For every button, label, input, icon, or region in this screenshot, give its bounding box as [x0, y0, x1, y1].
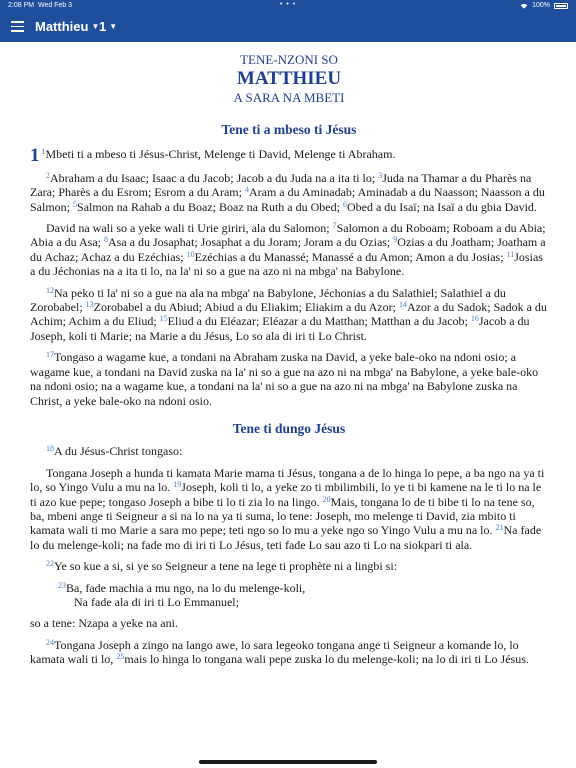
- verse-text: Mais, tongana lo de ti bibe ti lo na tene so, ba, mbeni ange ti Seigneur a si na lo na ya ti suma, lo tene: Joseph, mo melenge ti David, zia mbito ti kamata wali ti mo Marie a sara mo pepe; teti ngo so lo mu a yeke ngo so Yingo Vulu a mu na lo.: [30, 494, 535, 538]
- battery-icon: [554, 3, 568, 9]
- verse-number[interactable]: 5: [73, 199, 78, 209]
- verse-number[interactable]: 8: [104, 235, 108, 245]
- verse-text: mais lo hinga lo tongana wali pepe zuska lo du melenge-koli; na lo di iri ti Lo Jésus.: [124, 652, 529, 667]
- wifi-icon: [520, 3, 528, 9]
- verse-number[interactable]: 14: [398, 300, 407, 310]
- battery-fill: [556, 5, 566, 7]
- verse-number[interactable]: 11: [506, 249, 515, 259]
- book-selector[interactable]: [35, 19, 99, 34]
- verse-text: Tongaso a wagame kue, a tondani na Abraham zuska na David, a yeke bale-oko na ndoni osio; a wagame kue, a tondani na David zuska na la' ni so a gue na azo ni na mbga' na Babylone, a yeke bale-oko na ndoni osio; na a wagame kue, a tondani na la' ni so a gue na azo ni na mbga' na Babylone zuska na Christ, a yeke bale-oko na ndoni osio.: [30, 350, 539, 408]
- paragraph: [30, 616, 548, 630]
- chapter-number: 1: [99, 19, 107, 34]
- verse-text: Ba, fade machia a mu ngo, na lo du melenge-koli,: [66, 580, 306, 595]
- paragraph: [30, 444, 548, 458]
- book-header: [30, 52, 548, 106]
- verse-number[interactable]: 9: [393, 235, 398, 245]
- verse-text: Ezéchias a du Manassé; Manassé a du Amon; Amon a du Josias;: [194, 249, 504, 264]
- verse-number[interactable]: 15: [159, 314, 168, 324]
- book-header-line1: TENE-NZONI SO: [240, 52, 338, 67]
- verse-text: A du Jésus-Christ tongaso:: [54, 444, 183, 459]
- verse-text: Juda na Thamar a du Pharès na Zara; Pharès a du Esrom; Esrom a du Aram;: [30, 170, 532, 200]
- verse-number[interactable]: 22: [46, 559, 54, 569]
- verse-number[interactable]: 16: [470, 314, 479, 324]
- poetry-block: [30, 581, 548, 610]
- paragraph: [30, 221, 548, 279]
- verse-number[interactable]: 18: [46, 444, 54, 454]
- chevron-down-icon: ▼: [109, 22, 118, 31]
- paragraph: [30, 638, 548, 667]
- book-name: Matthieu: [35, 19, 89, 34]
- verse-number[interactable]: 24: [46, 637, 54, 647]
- verse-text: Tongana Joseph a hunda ti kamata Marie mama ti Jésus, tongana a de lo hinga lo pepe, a ba ngo na ya ti lo, so Yingo Vulu a mu na lo.: [30, 465, 545, 495]
- verse-text: Na fade lo du melenge-koli; na fade mo di iri ti Lo Jésus, teti fade Lo sau azo ti Lo na siokpari ti ala.: [30, 523, 542, 552]
- verse-text: Na peko ti la' ni so a gue na ala na mbga' na Babylone, Jéchonias a du Salathiel; Salathiel a du Zorobabel;: [30, 285, 506, 315]
- verse-text: Zorobabel a du Abiud; Abiud a du Eliakim; Eliakim a du Azor;: [93, 300, 396, 315]
- paragraph: [30, 350, 548, 408]
- verse-number[interactable]: 19: [173, 480, 182, 490]
- status-right: [520, 2, 568, 9]
- verse-text: Ye so kue a si, si ye so Seigneur a tene na lege ti prophète ni a lingbi si:: [54, 559, 398, 574]
- verse-text: Tongana Joseph a zingo na lango awe, lo sara legeoko tongana ange ti Seigneur a komande lo, lo kamata wali ti lo,: [30, 637, 519, 667]
- top-navigation-bar: [0, 12, 576, 42]
- book-header-line3: A SARA NA MBETI: [233, 90, 345, 105]
- verse-text: Mbeti ti a mbeso ti Jésus-Christ, Melenge ti David, Melenge ti Abraham.: [45, 147, 396, 162]
- verse-number[interactable]: 25: [116, 652, 125, 662]
- verse-text: Azor a du Sadok; Sadok a du Achim; Achim a du Eliud;: [30, 300, 547, 329]
- verse-text: Eliud a du Eléazar; Eléazar a du Matthan; Matthan a du Jacob;: [167, 314, 468, 329]
- verse-number[interactable]: 20: [322, 494, 331, 504]
- status-bar: [0, 0, 576, 12]
- verse-text: Salmon na Rahab a du Boaz; Boaz na Ruth a du Obed;: [77, 199, 340, 214]
- poetry-line: [58, 581, 548, 595]
- verse-number[interactable]: 6: [342, 199, 347, 209]
- home-indicator[interactable]: [199, 760, 377, 764]
- book-title: MATTHIEU: [236, 68, 342, 89]
- verse-number[interactable]: 21: [495, 523, 504, 533]
- verse-text: Asa a du Josaphat; Josaphat a du Joram; Joram a du Ozias;: [108, 235, 391, 250]
- paragraph: [30, 145, 548, 167]
- verse-number[interactable]: 1: [41, 147, 46, 157]
- chapter-selector[interactable]: [99, 19, 117, 34]
- verse-number[interactable]: 7: [332, 221, 337, 231]
- verse-text: Joseph, koli ti lo, a yeke zo ti mbilimbili, lo ye ti bi kamene na le ti lo na le ti azo kue pepe; tongaso Joseph a bibe ti lo ti zia lo na lingo.: [30, 480, 542, 509]
- paragraph: [30, 559, 548, 573]
- chapter-drop-number: 1: [30, 145, 40, 167]
- paragraph: [30, 466, 548, 552]
- section-heading: Tene ti dungo Jésus: [232, 420, 346, 436]
- verse-number[interactable]: 10: [186, 249, 195, 259]
- chevron-down-icon: ▼: [91, 22, 100, 31]
- verse-text: Abraham a du Isaac; Isaac a du Jacob; Jacob a du Juda na a ita ti lo;: [50, 170, 376, 185]
- verse-number[interactable]: 4: [244, 185, 249, 195]
- verse-number[interactable]: 13: [85, 300, 94, 310]
- verse-number[interactable]: 3: [378, 170, 383, 180]
- status-time: 2:08 PM Wed Feb 3: [8, 2, 73, 9]
- paragraph: [30, 171, 548, 214]
- verse-text: Salomon a du Roboam; Roboam a du Abia; Abia a du Asa;: [30, 221, 546, 250]
- verse-text: Aram a du Aminadab; Aminadab a du Naasson; Naasson a du Salmon;: [30, 185, 545, 214]
- verse-text: Ozias a du Joatham; Joatham a du Achaz; Achaz a du Ezéchias;: [30, 235, 546, 264]
- verse-text: Jacob a du Joseph, koli ti Marie; na Marie a du Jésus, Lo so ala di iri ti Lo Christ.: [30, 314, 530, 343]
- verse-number[interactable]: 2: [46, 170, 50, 180]
- multitask-dots[interactable]: • • •: [280, 1, 297, 8]
- verse-number[interactable]: 23: [58, 580, 66, 590]
- menu-icon[interactable]: [11, 21, 24, 32]
- scripture-text: [30, 52, 548, 674]
- section-heading: Tene ti a mbeso ti Jésus: [221, 122, 357, 137]
- verse-text: David na wali so a yeke wali ti Urie giriri, ala du Salomon;: [46, 221, 330, 236]
- paragraph: [30, 286, 548, 344]
- battery-percent: 100%: [532, 2, 550, 9]
- verse-text: so a tene: Nzapa a yeke na ani.: [30, 616, 178, 631]
- verse-number[interactable]: 17: [46, 350, 54, 360]
- poetry-line: Na fade ala di iri ti Lo Emmanuel;: [74, 594, 239, 609]
- verse-text: Obed a du Isaï; na Isaï a du gbia David.: [346, 199, 537, 214]
- verse-text: Josias a du Jéchonias na a ita ti lo, na la' ni so a gue na azo ni na mbga' na Babylone.: [30, 249, 543, 279]
- verse-number[interactable]: 12: [46, 285, 54, 295]
